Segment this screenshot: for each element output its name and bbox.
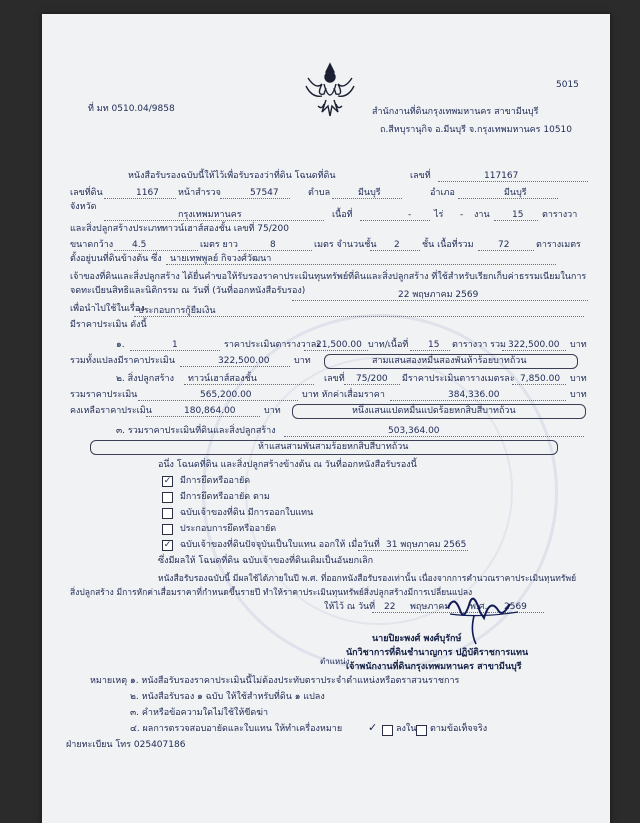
length-value: 8 bbox=[270, 240, 276, 250]
floors-value: 2 bbox=[394, 240, 400, 250]
price-per-wa: 21,500.00 bbox=[316, 340, 362, 350]
checkbox-3 bbox=[162, 508, 173, 519]
check-item-3: ฉบับเจ้าของที่ดิน มีการออกใบแทน bbox=[180, 508, 314, 518]
amphoe: มีนบุรี bbox=[504, 188, 527, 198]
remark-4: ๔. ผลการตรวจสอบอายัดและใบแทน ให้ทำเครื่องหมาย bbox=[130, 724, 343, 734]
building-name: ทาวน์เฮาส์สองชั้น bbox=[188, 374, 257, 384]
checkbox-no bbox=[416, 725, 427, 736]
depreciation-value: 384,336.00 bbox=[448, 390, 500, 400]
issue-month: พฤษภาคม bbox=[410, 602, 451, 612]
remark-2: ๒. หนังสือรับรอง ๑ ฉบับ ให้ใช้สำหรับที่ดิน ๑ แปลง bbox=[130, 692, 325, 702]
building-total: 565,200.00 bbox=[200, 390, 252, 400]
area-sqm: 72 bbox=[498, 240, 510, 250]
remaining-value: 180,864.00 bbox=[184, 406, 236, 416]
checkbox-ok bbox=[382, 725, 393, 736]
issue-day: 22 bbox=[384, 602, 396, 612]
reference-number: ที่ มท 0510.04/9858 bbox=[88, 104, 175, 114]
garuda-emblem-icon bbox=[302, 60, 358, 122]
checkbox-4 bbox=[162, 524, 173, 535]
certify-text-2: สิ่งปลูกสร้าง มีการหักค่าเสื่อมราคาที่กำหนดขึ้นรายปี ทำให้ราคาประเมินทุนทรัพย์สิ่งปลูกสร้างมีการเปลี่ยนแปลง bbox=[70, 588, 473, 598]
check-mark-icon: ✓ bbox=[368, 721, 378, 734]
appraisal-header: มีราคาประเมิน ดังนี้ bbox=[70, 320, 147, 330]
certificate-title: หนังสือรับรองฉบับนี้ให้ไว้เพื่อรับรองว่าที่ดิน โฉนดที่ดิน bbox=[128, 171, 336, 181]
grand-total-words: ห้าแสนสามพันสามร้อยหกสิบสี่บาทถ้วน bbox=[258, 442, 409, 452]
doc-number: 5015 bbox=[556, 80, 579, 90]
certificate-sheet: 5015 ที่ มท 0510.04/9858 สำนักงานที่ดินกรุงเทพมหานคร สาขามีนบุรี ถ.สีหบุรานุกิจ อ.มีนบุรี จ.กรุงเทพมหานคร 10510 หนังสือรับรองฉบับนี้ให้ไว้เพื่อรับรองว่าที่ดิน โฉนดที่ดิน เลขที่ 117167 เลขที่ดิน 1167 หน้าสำรวจ 57547 ตำบล มีนบุรี อำเภอ มีนบุรี จังหวัด เนื้อที่ กรุงเทพมหานคร - ไร่ - งาน 15 ตารางวา และสิ่งปลูกสร้างประเภท ทาวน์เฮาส์สองชั้น เลขที่ 75/200 ขนาดกว้าง 4.5 เมตร ยาว 8 เมตร จำนวนชั้น 2 ชั้น เนื้อที่รวม 72 ตารางเมตร ตั้งอยู่บนที่ดินข้างต้น ซึ่ง นายเทพ​พูลย์ กิจวงศ์วัฒนา เจ้าของที่ดินและสิ่งปลูกสร้าง ได้ยื่นคำขอให้รับรองราคาประเมินทุนทรัพย์ที่ดินและสิ่งปลูกสร้าง ที่ใช้สำหรับเรียกเก็บค่าธรรมเนียมในการ จดทะเบียนสิทธิและนิติกรรม ณ วันที่ (วันที่ออกหนังสือรับรอง) 22 พฤษภาคม 2569 เพื่อนำไปใช้ในเรื่อง ประกอบการกู้ยืมเงิน มีราคาประเมิน ดังนี้ ๑. 1 ราคาประเมินตารางวาละ 21,500.00 บาท/เนื้อที่ 15 ตารางวา รวม 322,500.00 บาท รวมทั้งแปลงมีราคาประเมิน 322,500.00 บาท สามแสนสองหมื่นสองพันห้าร้อยบาทถ้วน ๒. สิ่งปลูกสร้าง ทาวน์เฮาส์สองชั้น เลขที่ 75/200 มีราคาประเมินตารางเมตรละ 7,850.00 บาท รวมราคาประเมิน 565,200.00 บาท หักค่าเสื่อมราคา 384,336.00 บาท คงเหลือราคาประเมิน 180,864.00 บาท หนึ่งแสนแปดหมื่นแปดร้อยหกสิบสี่บาทถ้วน ๓. รวมราคาประเมินที่ดินและสิ่งปลูกสร้าง 503,364.00 ห้าแสนสามพันสามร้อยหกสิบสี่บาทถ้วน อนึ่ง โฉนดที่ดิน และสิ่งปลูกสร้างข้างต้น ณ วันที่ออกหนังสือรับรองนี้ ✓ มีการยึดหรืออายัด มีการยึดหรืออายัด ตาม ฉบับเจ้าของที่ดิน มีการออกใบแทน ประกอบการยึดหรืออายัด ✓ ฉบับเจ้าของที่ดินปัจจุบันเป็นใบแทน ออกให้ เมื่อวันที่ 31 พฤษภาคม 2565 ซึ่งมีผลให้ โฉนดที่ดิน ฉบับเจ้าของที่ดินเดิมเป็นอันยกเลิก หนังสือรับรองฉบับนี้ มีผลใช้ได้ภายในปี พ.ศ. ที่ออกหนังสือรับรองเท่านั้น เนื่องจากการคำนวณราคาประเมินทุนทรัพย์ สิ่งปลูกสร้าง มีการหักค่าเสื่อมราคาที่กำหนดขึ้นรายปี ทำให้ราคาประเมินทุนทรัพย์สิ่งปลูกสร้างมีการเปลี่ยนแปลง ให้ไว้ ณ วันที่ 22 พฤษภาคม พ.ศ. 2569 นายปิยะพงศ์ พงศ์บุรักษ์ นักวิชาการที่ดินชำนาญการ ปฏิบัติราชการแทน ตำแหน่ง เจ้าพนักงานที่ดินกรุงเทพมหานคร สาขามีนบุรี หมายเหตุ ๑. หนังสือรับรองราคาประเมินนี้ไม่ต้องประทับตราประจำตำแหน่งหรือตราสวนราชการ ๒. หนังสือรับรอง ๑ ฉบับ ให้ใช้สำหรับที่ดิน ๑ แปลง ๓. คำหรือข้อความใดไม่ใช้ให้ขีดฆ่า ๔. ผลการตรวจสอบอายัดและใบแทน ให้ทำเครื่องหมาย ✓ ลงใน ตามข้อเท็จจริง ฝ่ายทะเบียน โทร 025407186 bbox=[42, 14, 610, 823]
building-type: ทาวน์เฮาส์สองชั้น เลขที่ 75/200 bbox=[162, 224, 289, 234]
grand-total: 503,364.00 bbox=[388, 426, 440, 436]
building-number: 75/200 bbox=[356, 374, 388, 384]
checkbox-5: ✓ bbox=[163, 540, 172, 550]
register-date: 22 พฤษภาคม 2569 bbox=[398, 290, 479, 300]
check-item-1: มีการยึดหรืออายัด bbox=[180, 476, 251, 486]
check-item-4: ประกอบการยึดหรืออายัด bbox=[180, 524, 277, 534]
office-name: สำนักงานที่ดินกรุงเทพมหานคร สาขามีนบุรี bbox=[372, 107, 539, 117]
area-sq-wa: 15 bbox=[512, 210, 524, 220]
check-item-2: มีการยึดหรืออายัด ตาม bbox=[180, 492, 270, 502]
remark-1: ๑. หนังสือรับรองราคาประเมินนี้ไม่ต้องประทับตราประจำตำแหน่งหรือตราสวนราชการ bbox=[130, 676, 460, 686]
land-total-words: สามแสนสองหมื่นสองพันห้าร้อยบาทถ้วน bbox=[372, 356, 527, 366]
check-item-5: ฉบับเจ้าของที่ดินปัจจุบันเป็นใบแทน ออกให้ เมื่อวันที่ bbox=[180, 540, 380, 550]
replacement-date: 31 พฤษภาคม 2565 bbox=[386, 540, 467, 550]
land-total: 322,500.00 bbox=[218, 356, 270, 366]
issue-year: 2569 bbox=[504, 602, 527, 612]
remaining-words: หนึ่งแสนแปดหมื่นแปดร้อยหกสิบสี่บาทถ้วน bbox=[352, 406, 516, 416]
deed-number: 117167 bbox=[484, 171, 519, 181]
signer-name: นายปิยะพงศ์ พงศ์บุรักษ์ bbox=[372, 634, 462, 644]
price-per-sqm: 7,850.00 bbox=[520, 374, 561, 384]
survey-page: 57547 bbox=[250, 188, 279, 198]
tambon: มีนบุรี bbox=[358, 188, 381, 198]
signer-title-2: เจ้าพนักงานที่ดินกรุงเทพมหานคร สาขามีนบุรี bbox=[346, 662, 522, 672]
checkbox-2 bbox=[162, 492, 173, 503]
office-address: ถ.สีหบุรานุกิจ อ.มีนบุรี จ.กรุงเทพมหานคร 10510 bbox=[380, 125, 573, 135]
land-total-1: 322,500.00 bbox=[508, 340, 560, 350]
registry-phone: ฝ่ายทะเบียน โทร 025407186 bbox=[66, 740, 186, 750]
land-number: 1167 bbox=[136, 188, 159, 198]
purpose: ประกอบการกู้ยืมเงิน bbox=[138, 306, 216, 316]
remark-3: ๓. คำหรือข้อความใดไม่ใช้ให้ขีดฆ่า bbox=[130, 708, 268, 718]
owner-name: นายเทพ​พูลย์ กิจวงศ์วัฒนา bbox=[170, 254, 272, 264]
checkbox-1: ✓ bbox=[163, 476, 172, 486]
signer-title-1: นักวิชาการที่ดินชำนาญการ ปฏิบัติราชการแทน bbox=[346, 648, 529, 658]
province: กรุงเทพมหานคร bbox=[178, 210, 242, 220]
certify-text: หนังสือรับรองฉบับนี้ มีผลใช้ได้ภายในปี พ.ศ. ที่ออกหนังสือรับรองเท่านั้น เนื่องจากการคำนวณราคาประเมินทุนทรัพย์ bbox=[158, 574, 577, 584]
width-value: 4.5 bbox=[132, 240, 147, 250]
